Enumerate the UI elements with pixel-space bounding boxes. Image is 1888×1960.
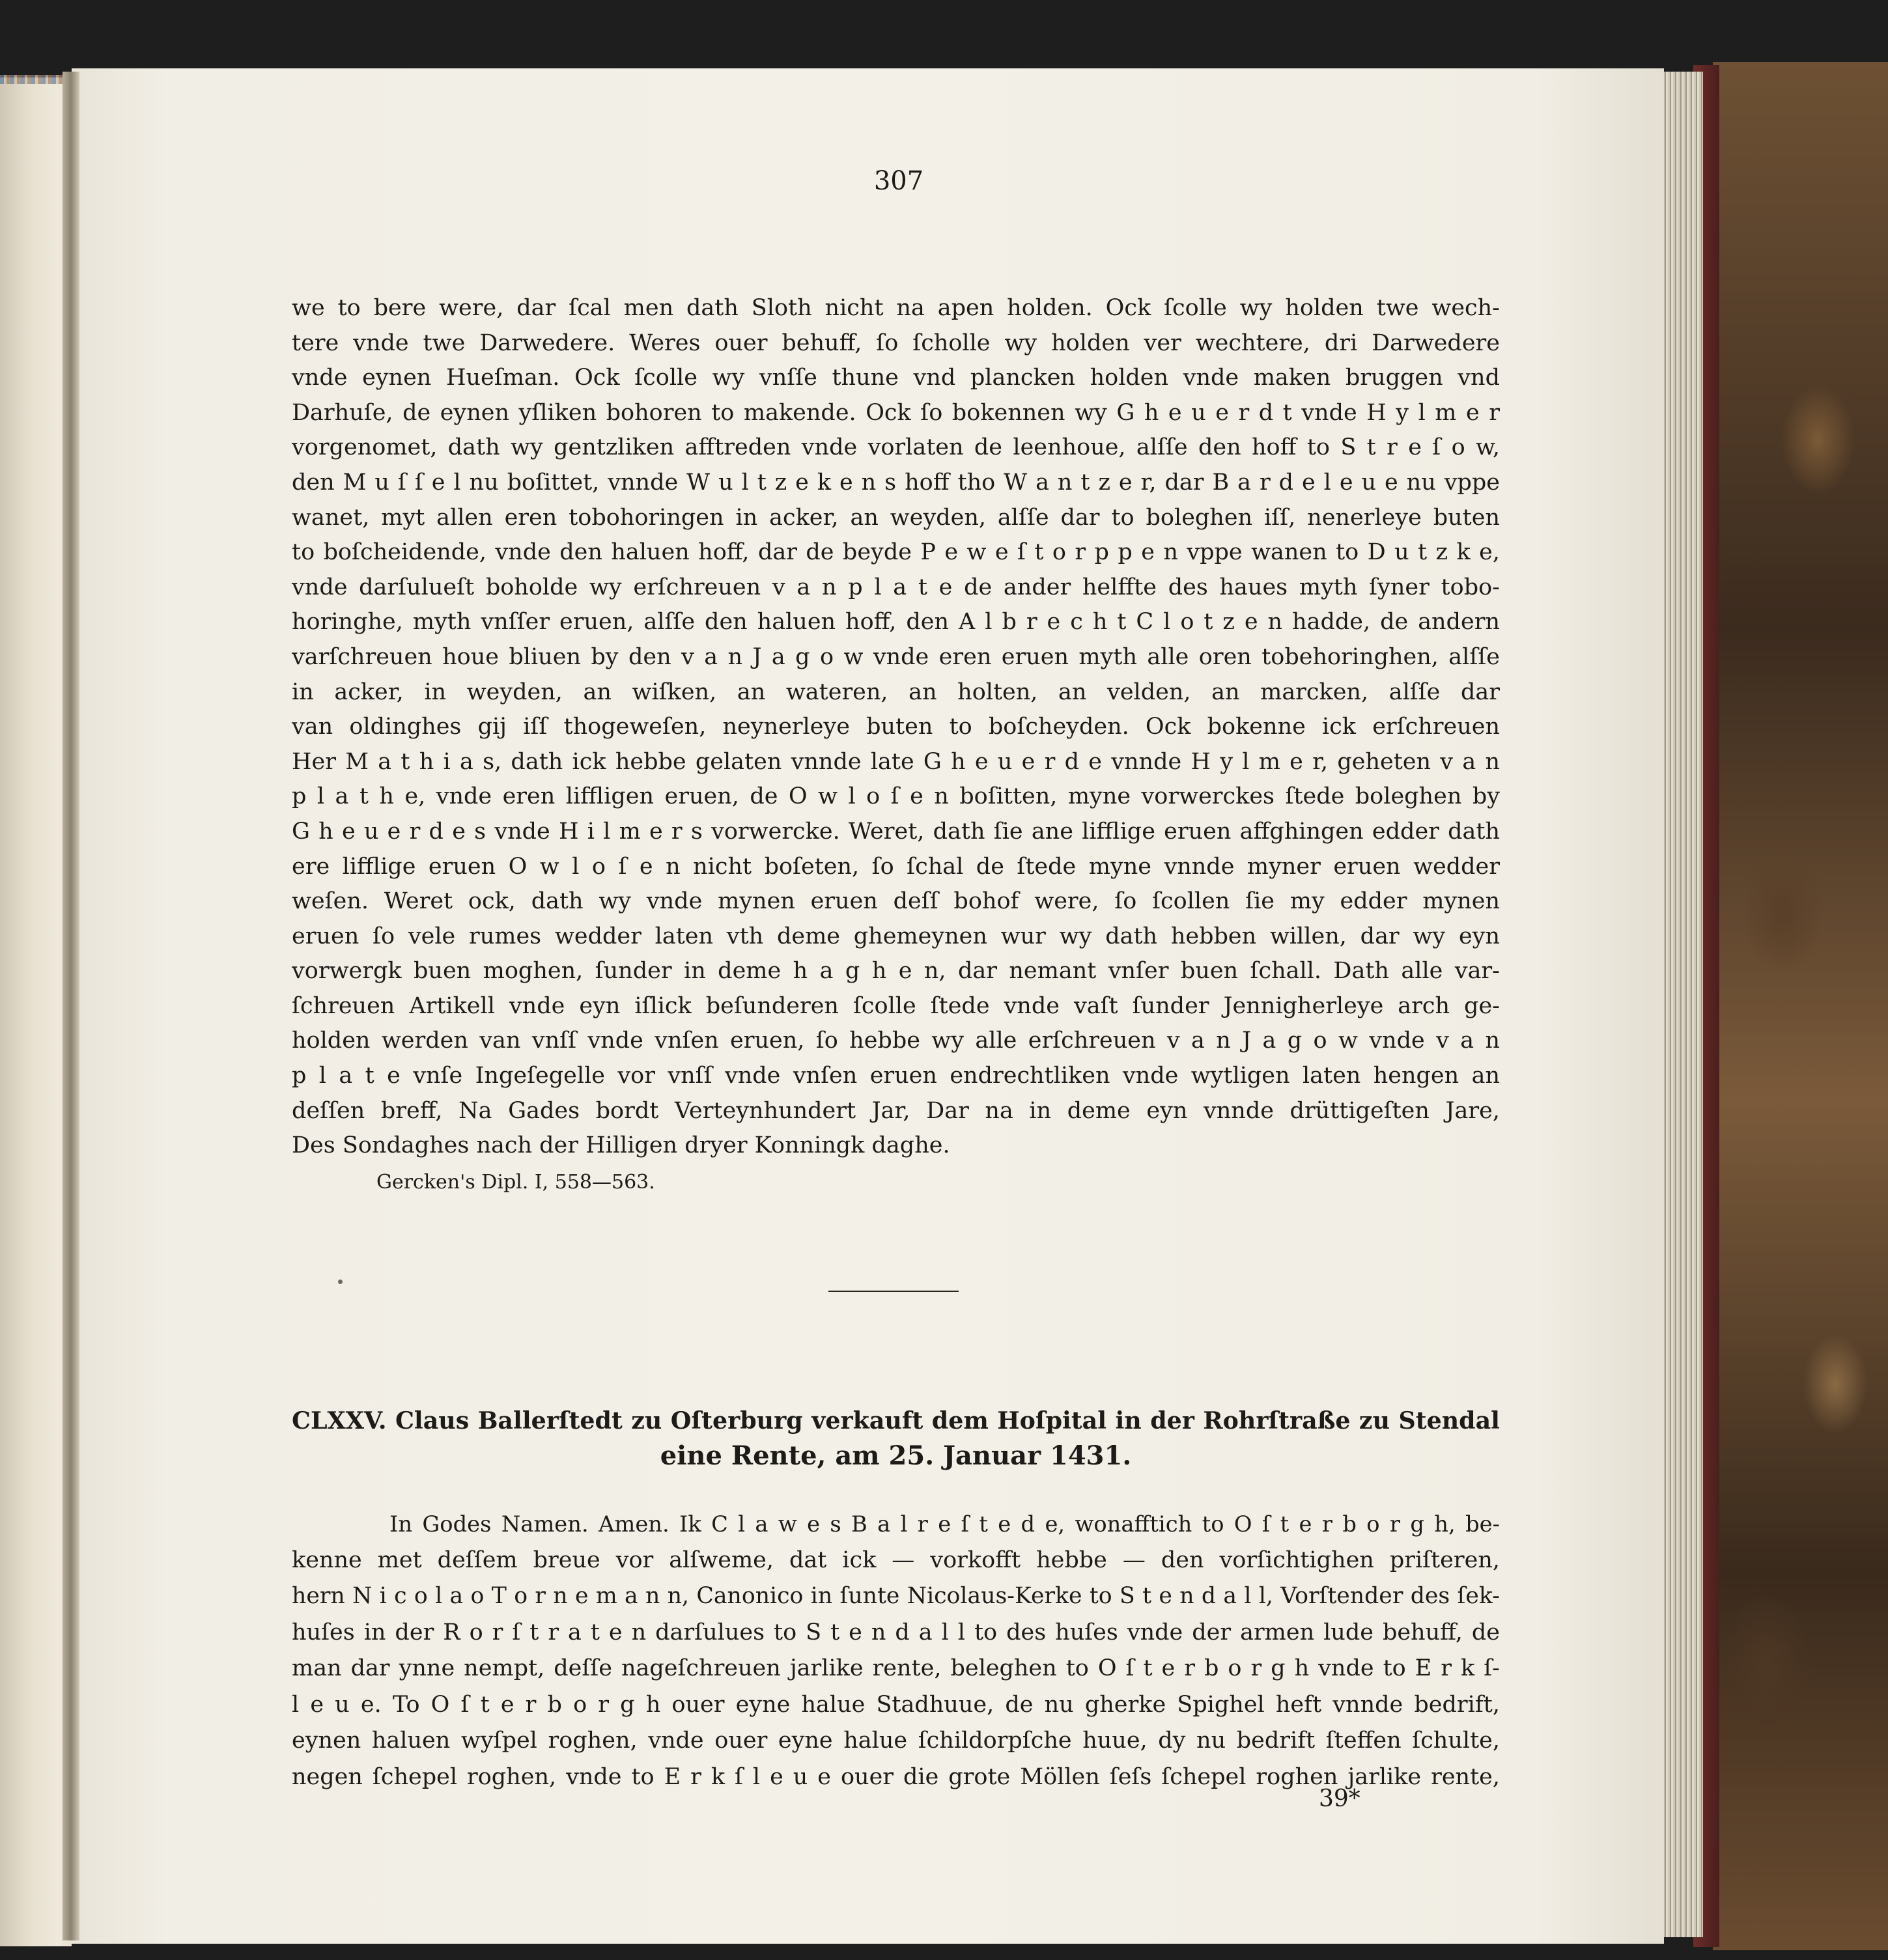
text-line: ſchreuen Artikell vnde eyn iſlick beſunderen ſcolle ſtede vnde vaſt ſunder Jennigherleye arch ge- (292, 992, 1500, 1019)
text-line: hern N i c o l a o T o r n e m a n n, Canonico in ſunte Nicolaus-Kerke to S t e n d a l l, Vorſtender des ſek- (292, 1583, 1500, 1609)
text-line: we to bere were, dar ſcal men dath Sloth nicht na apen holden. Ock ſcolle wy holden twe wech- (292, 295, 1500, 321)
text-line: van oldinghes gij iſſ thogeweſen, neynerleye buten to boſcheyden. Ock bokenne ick erſchreuen (292, 714, 1500, 740)
text-line: vnde darſulueſt boholde wy erſchreuen v a n p l a t e de ander helffte des haues myth ſyner tobo- (292, 574, 1500, 600)
signature-mark: 39* (1319, 1785, 1360, 1812)
text-line: G h e u e r d e s vnde H i l m e r s vorwercke. Weret, dath ſie ane lifflige eruen affghingen edder dath (292, 818, 1500, 845)
text-line: huſes in der R o r ſ t r a t e n darſulues to S t e n d a l l to des huſes vnde der armen lude behuff, de (292, 1619, 1500, 1645)
text-line: In Godes Namen. Amen. Ik C l a w e s B a l r e ſ t e d e, wonafftich to O ſ t e r b o r g h, be- (389, 1511, 1500, 1537)
document-heading (292, 1403, 1500, 1474)
left-page-top-edge (0, 75, 72, 84)
ink-speck (338, 1280, 343, 1284)
text-line: man dar ynne nempt, deſſe nageſchreuen jarlike rente, beleghen to O ſ t e r b o r g h vnde to E r k ſ- (292, 1655, 1500, 1681)
text-line: den M u ſ ſ e l nu boſittet, vnnde W u l t z e k e n s hoff tho W a n t z e r, dar B a r d e l e u e nu vppe (292, 469, 1500, 496)
text-line: vorgenomet, dath wy gentzliken afftreden vnde vorlaten de leenhoue, alſſe den hoff to S t r e ſ o w, (292, 434, 1500, 461)
left-page-edge (0, 75, 72, 1946)
document-text (292, 1506, 1500, 1795)
text-line: Des Sondaghes nach der Hilligen dryer Konningk daghe. (292, 1132, 950, 1159)
page-number: 307 (873, 166, 924, 196)
text-line: vnde eynen Hueſman. Ock ſcolle wy vnſſe thune vnd plancken holden vnde maken bruggen vnd (292, 365, 1500, 391)
book-page (72, 68, 1664, 1944)
book-gutter (63, 72, 79, 1940)
heading-line: CLXXV. Claus Ballerſtedt zu Oſterburg verkauft dem Hoſpital in der Rohrſtraße zu Stendal (292, 1407, 1500, 1435)
text-line: l e u e. To O ſ t e r b o r g h ouer eyne halue Stadhuue, de nu gherke Spighel heft vnnde bedrift, (292, 1691, 1500, 1718)
text-line: tere vnde twe Darwedere. Weres ouer behuff, ſo ſcholle wy holden ver wechtere, dri Darwedere (292, 329, 1500, 356)
section-divider (828, 1291, 959, 1292)
text-line: horinghe, myth vnſſer eruen, alſſe den haluen hoff, den A l b r e c h t C l o t z e n hadde, de andern (292, 609, 1500, 636)
text-line: deſſen breff, Na Gades bordt Verteynhundert Jar, Dar na in deme eyn vnnde drüttigeſten Jare, (292, 1097, 1500, 1124)
text-line: eruen ſo vele rumes wedder laten vth deme ghemeynen wur wy dath hebben willen, dar wy eyn (292, 923, 1500, 949)
text-line: vorwergk buen moghen, ſunder in deme h a g h e n, dar nemant vnſer buen ſchall. Dath alle var- (292, 958, 1500, 985)
heading-line: eine Rente, am 25. Januar 1431. (660, 1440, 1132, 1471)
text-line: p l a t e vnſe Ingeſegelle vor vnſſ vnde vnſen eruen endrechtliken vnde wytligen laten hengen an (292, 1063, 1500, 1089)
page-stack-edge (1657, 72, 1703, 1937)
text-line: eynen haluen wyſpel roghen, vnde ouer eyne halue ſchildorpſche huue, dy nu bedrift ſteffen ſchulte, (292, 1728, 1500, 1754)
text-line: ere lifflige eruen O w l o ſ e n nicht boſeten, ſo ſchal de ſtede myne vnnde myner eruen wedder (292, 853, 1500, 880)
source-citation: Gercken's Dipl. I, 558—563. (376, 1171, 655, 1194)
text-line: holden werden van vnſſ vnde vnſen eruen, ſo hebbe wy alle erſchreuen v a n J a g o w vnde v a n (292, 1028, 1500, 1054)
text-line: varſchreuen houe bliuen by den v a n J a g o w vnde eren eruen myth alle oren tobehoringhen, alſſe (292, 643, 1500, 670)
text-line: negen ſchepel roghen, vnde to E r k ſ l e u e ouer die grote Möllen ſeſs ſchepel roghen jarlike rente, (292, 1763, 1500, 1790)
text-line: Darhuſe, de eynen yſliken bohoren to makende. Ock ſo bokennen wy G h e u e r d t vnde H y l m e r (292, 399, 1500, 426)
text-line: Her M a t h i a s, dath ick hebbe gelaten vnnde late G h e u e r d e vnnde H y l m e r, geheten v a n (292, 748, 1500, 775)
marbled-cover-board (1713, 62, 1888, 1950)
text-line: in acker, in weyden, an wiſken, an wateren, an holten, an velden, an marcken, alſſe dar (292, 679, 1500, 705)
text-line: weſen. Weret ock, dath wy vnde mynen eruen deſſ bohof were, ſo ſcollen ſie my edder mynen (292, 888, 1500, 915)
text-line: p l a t h e, vnde eren liffligen eruen, de O w l o ſ e n boſitten, myne vorwerckes ſtede boleghen by (292, 783, 1500, 810)
text-line: to boſcheidende, vnde den haluen hoff, dar de beyde P e w e ſ t o r p p e n vppe wanen to D u t z k e, (292, 539, 1500, 566)
body-text (292, 291, 1500, 1164)
text-line: wanet, myt allen eren tobohoringen in acker, an weyden, alſſe dar to boleghen iſſ, nenerleye buten (292, 504, 1500, 531)
text-line: kenne met deſſem breue vor alſweme, dat ick — vorkofft hebbe — den vorſichtighen priſteren, (292, 1547, 1500, 1573)
